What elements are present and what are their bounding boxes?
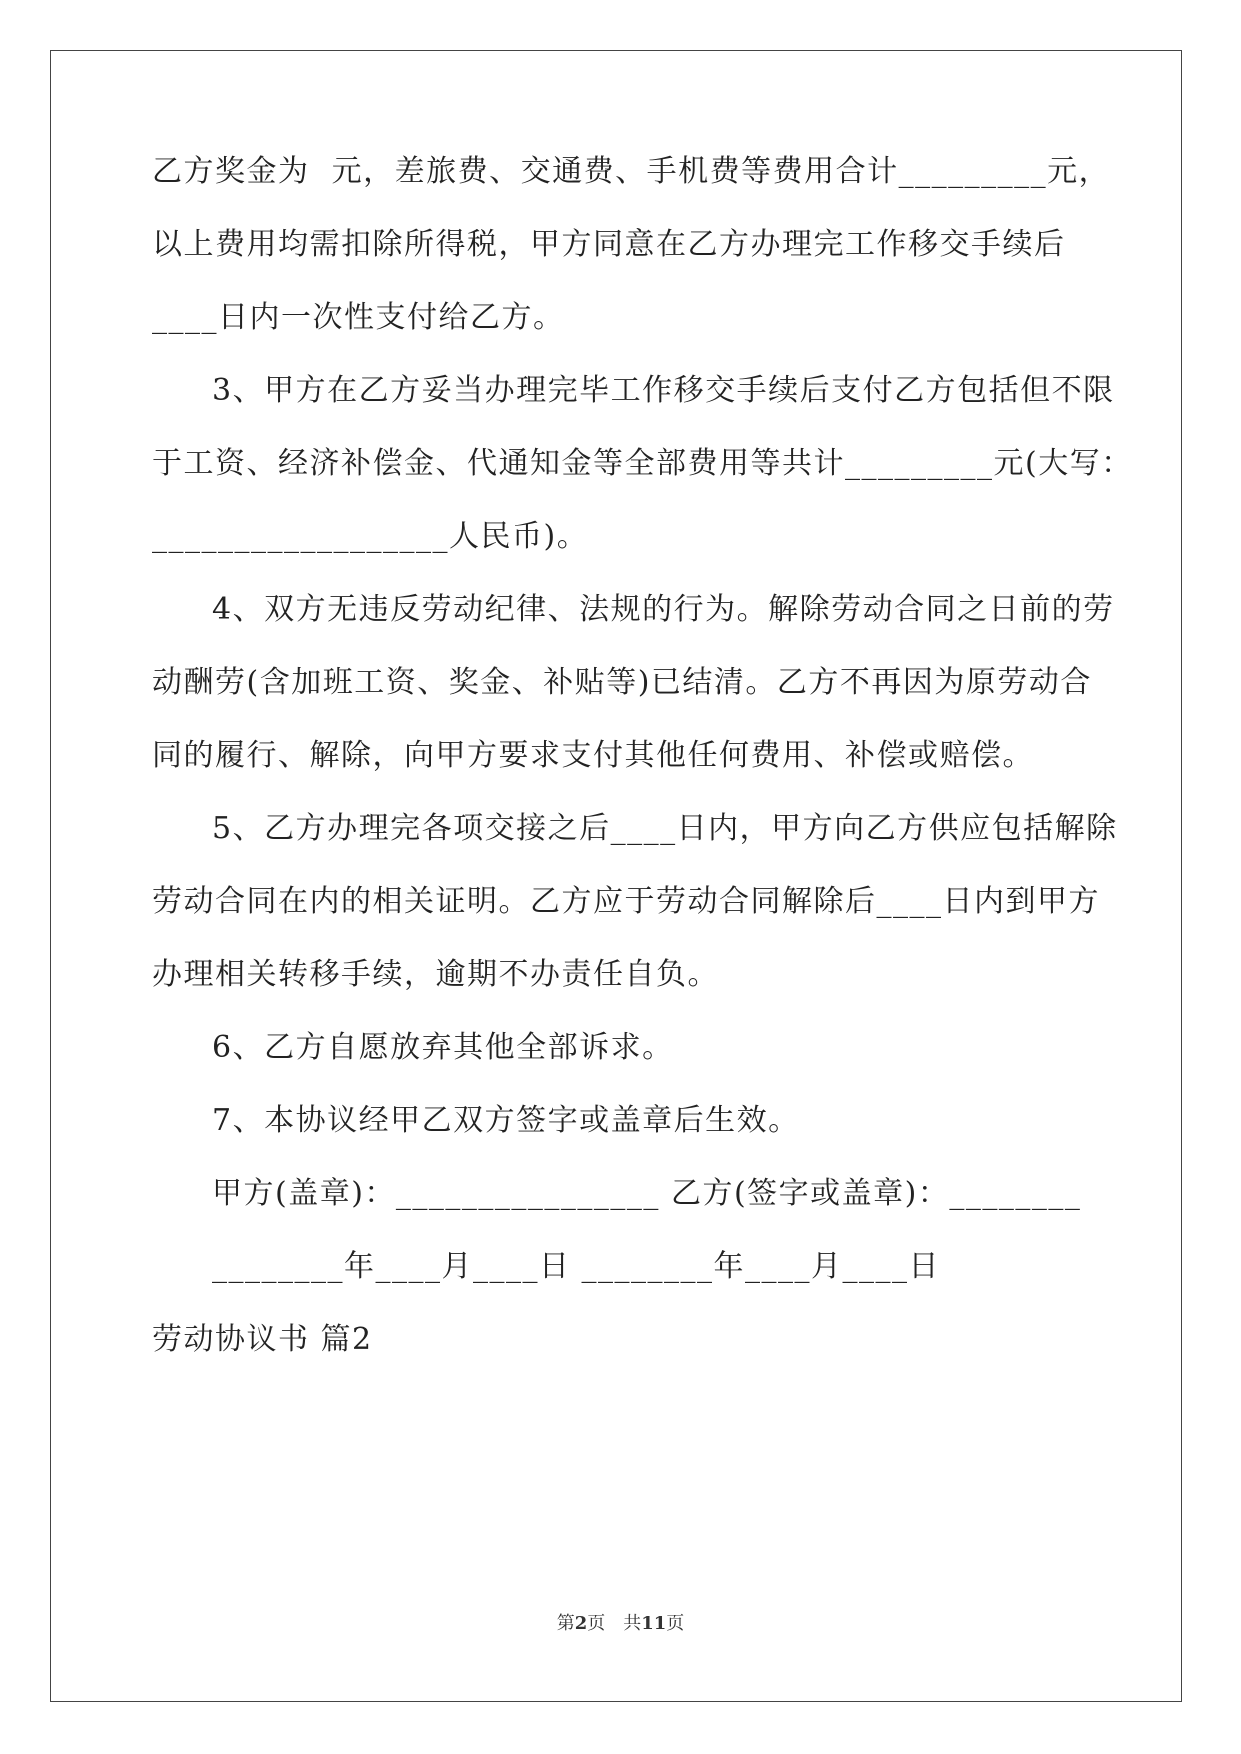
- paragraph-7: 7、本协议经甲乙双方签字或盖章后生效。: [212, 1103, 800, 1138]
- signature-date-line: ________年____月____日 ________年____月____日: [212, 1249, 941, 1284]
- paragraph-4-line-1: 4、双方无违反劳动纪律、法规的行为。解除劳动合同之日前的劳: [212, 592, 1115, 627]
- paragraph-bonus-line-1: 乙方奖金为 元，差旅费、交通费、手机费等费用合计_________元，: [152, 154, 1111, 189]
- page-footer: [0, 1612, 1241, 1636]
- paragraph-bonus-line-2: 以上费用均需扣除所得税，甲方同意在乙方办理完工作移交手续后: [152, 227, 1066, 262]
- paragraph-6: 6、乙方自愿放弃其他全部诉求。: [212, 1030, 674, 1065]
- signature-line: 甲方(盖章)：________________ 乙方(签字或盖章)：________: [212, 1176, 1082, 1211]
- paragraph-5-line-3: 办理相关转移手续，逾期不办责任自负。: [152, 957, 719, 992]
- paragraph-3-line-1: 3、甲方在乙方妥当办理完毕工作移交手续后支付乙方包括但不限: [212, 373, 1115, 408]
- paragraph-5-line-1: 5、乙方办理完各项交接之后____日内，甲方向乙方供应包括解除: [212, 811, 1118, 846]
- paragraph-3-line-3: __________________人民币)。: [152, 519, 589, 554]
- paragraph-bonus-line-3: ____日内一次性支付给乙方。: [152, 300, 565, 335]
- paragraph-3-line-2: 于工资、经济补偿金、代通知金等全部费用等共计_________元(大写：: [152, 446, 1133, 481]
- footer-page-number: 2: [574, 1613, 588, 1634]
- paragraph-5-line-2: 劳动合同在内的相关证明。乙方应于劳动合同解除后____日内到甲方: [152, 884, 1100, 919]
- paragraph-4-line-2: 动酬劳(含加班工资、奖金、补贴等)已结清。乙方不再因为原劳动合: [152, 665, 1092, 700]
- footer-suffix: 页: [666, 1613, 685, 1634]
- footer-prefix: 第: [556, 1613, 575, 1634]
- footer-mid: 页 共: [587, 1613, 642, 1634]
- section-heading: 劳动协议书 篇2: [152, 1322, 373, 1357]
- footer-total-pages: 11: [641, 1613, 667, 1634]
- paragraph-4-line-3: 同的履行、解除，向甲方要求支付其他任何费用、补偿或赔偿。: [152, 738, 1034, 773]
